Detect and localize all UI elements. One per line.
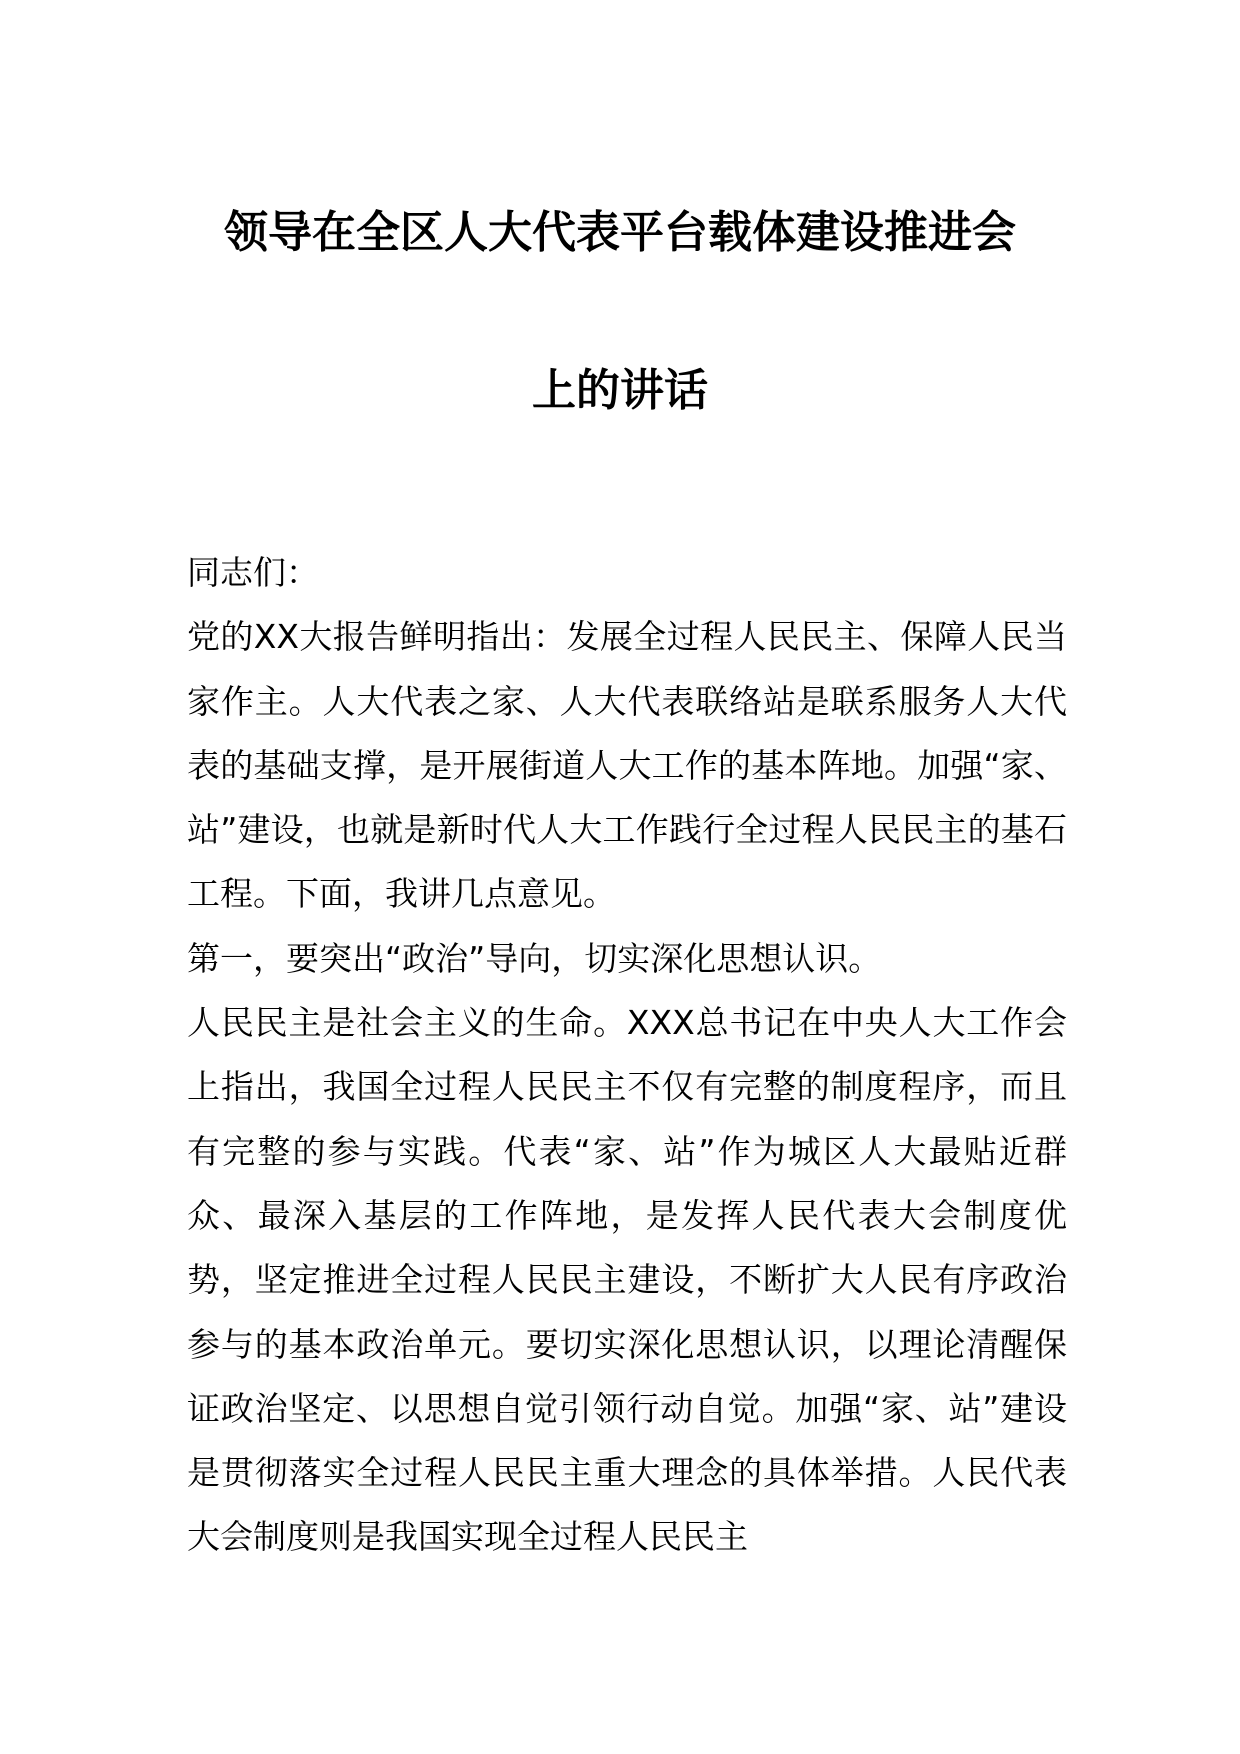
salutation: 同志们： [187, 553, 319, 592]
body-paragraph: 人民民主是社会主义的生命。XXX总书记在中央人大工作会上指出，我国全过程人民民主不仅有完整的制度程序，而且有完整的参与实践。代表“家、站”作为城区人大最贴近群众、最深入基层的工作阵地，是发挥人民代表大会制度优势，坚定推进全过程人民民主建设，不断扩大人民有序政治参与的基本政治单元。要切实深化思想认识，以理论清醒保证政治坚定、以思想自觉引领行动自觉。加强“家、站”建设是贯彻落实全过程人民民主重大理念的具体举措。人民代表大会制度则是我国实现全过程人民民主 [187, 1003, 1067, 1557]
section-heading: 第一，要突出“政治”导向，切实深化思想认识。 [187, 938, 882, 978]
document-title-line-1: 领导在全区人大代表平台载体建设推进会 [224, 207, 1016, 258]
document-title-line-2: 上的讲话 [532, 365, 708, 416]
body-paragraph: 党的XX大报告鲜明指出：发展全过程人民民主、保障人民当家作主。人大代表之家、人大代表联络站是联系服务人大代表的基础支撑，是开展街道人大工作的基本阵地。加强“家、站”建设，也就是新时代人大工作践行全过程人民民主的基石工程。下面，我讲几点意见。 [187, 617, 1067, 914]
document-body [187, 541, 1067, 1570]
